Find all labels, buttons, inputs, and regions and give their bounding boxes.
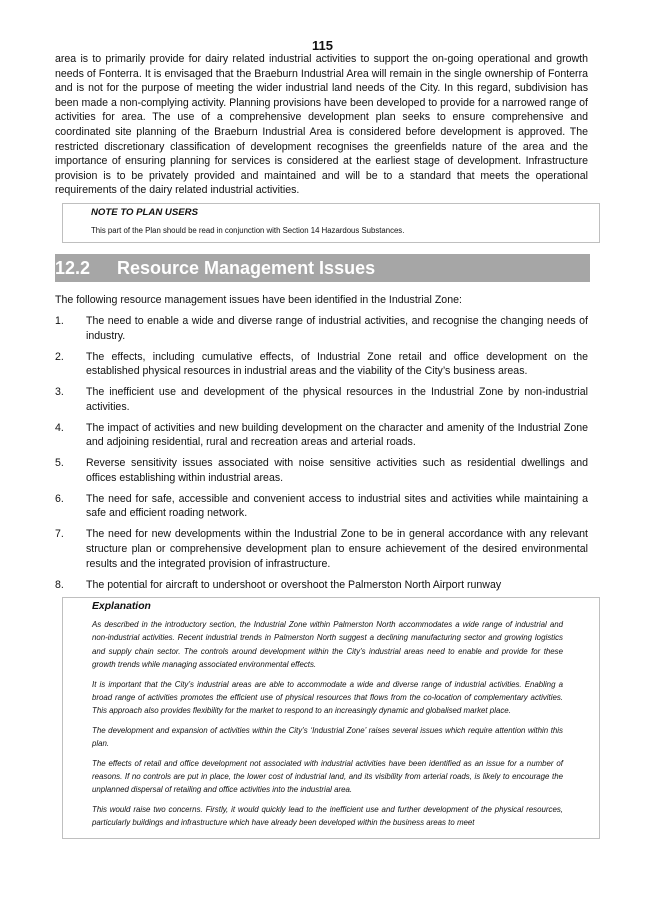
list-item: [55, 385, 588, 414]
section-heading: [55, 254, 590, 282]
list-item-number: 5.: [55, 457, 64, 470]
explanation-paragraph: The effects of retail and office development not associated with industrial activities have been identified as an issue for a number of reasons. If no controls are put in place, the lower cost of industrial land, and its visibility from arterial roads, is likely to encourage the unplanned dispersal of retailing and office activities into the industrial area.: [92, 758, 563, 795]
explanation-paragraph: The development and expansion of activities within the City’s ‘Industrial Zone’ raises several issues which require attention within this plan.: [92, 725, 563, 749]
list-item: [55, 314, 588, 343]
note-text: This part of the Plan should be read in conjunction with Section 14 Hazardous Substances.: [91, 226, 405, 235]
issues-list: [55, 314, 588, 599]
list-item-text: The effects, including cumulative effects, of Industrial Zone retail and office development on the established physical resources in industrial areas and the viability of the City’s business areas.: [86, 350, 588, 378]
list-item: [55, 456, 588, 485]
list-item-number: 8.: [55, 578, 64, 591]
list-item-number: 6.: [55, 492, 64, 505]
explanation-paragraph: It is important that the City’s industrial areas are able to accommodate a wide and diverse range of industrial activities. Enabling a broad range of activities promotes the efficient use of physical resources that flows from the co-location of complementary activities. This approach also provides flexibility for the market to respond to an increasingly dynamic and globalised market place.: [92, 679, 563, 716]
section-number: 12.2: [55, 258, 91, 278]
list-item: [55, 492, 588, 521]
list-item: [55, 527, 588, 571]
list-item-number: 1.: [55, 315, 64, 327]
list-item-number: 2.: [55, 350, 64, 363]
list-item-text: The impact of activities and new building development on the character and amenity of the Industrial Zone and adjoining residential, rural and recreation areas and arterial roads.: [86, 421, 588, 449]
list-item: [55, 578, 588, 593]
list-item-text: Reverse sensitivity issues associated with noise sensitive activities such as residential dwellings and offices establishing within industrial areas.: [86, 457, 588, 484]
intro-paragraph: area is to primarily provide for dairy related industrial activities to support the on-going operational and growth needs of Fonterra. It is envisaged that the Braeburn Industrial Area will remain in the single ownership of Fonterra and is not for the purpose of meeting the wider industrial land needs of the City. In this regard, subdivision has been made a non-complying activity. Planning provisions have been developed to provide for a narrowed range of activities for area. The use of a comprehensive development plan seeks to ensure comprehensive and coordinated site planning of the Braeburn Industrial Area is considered before development is approved. The restricted discretionary classification of development recognises the greenfields nature of the area and the importance of ensuring planning for services is considered at the earliest stage of development. Infrastructure provision is to be privately provided and maintained and will be to a standard that meets the operational requirements of the dairy related industrial activities.: [55, 53, 588, 197]
list-item-number: 4.: [55, 421, 64, 434]
list-item-text: The inefficient use and development of the physical resources in the Industrial Zone by non-industrial activities.: [86, 386, 588, 413]
note-box: [62, 203, 600, 243]
list-item-text: The need for new developments within the Industrial Zone to be in general accordance with any relevant structure plan or comprehensive development plan to ensure achievement of the desired environmental results and the integrated provision of infrastructure.: [86, 528, 588, 570]
explanation-paragraph: As described in the introductory section, the Industrial Zone within Palmerston North accommodates a wide range of industrial and non-industrial activities. Recent industrial trends in Palmerston North suggest a declining manufacturing sector and growing logistics and supply chain sector. The controls around development within the City’s industrial areas need to enable and provide for these growth trends while managing associated environmental effects.: [92, 620, 563, 670]
list-item-number: 3.: [55, 386, 64, 399]
issues-lead: The following resource management issues have been identified in the Industrial Zone:: [55, 294, 462, 306]
list-item: [55, 350, 588, 379]
explanation-box: [62, 597, 600, 839]
explanation-paragraph: This would raise two concerns. Firstly, it would quickly lead to the inefficient use and further development of the physical resources, particularly buildings and infrastructure which have already been developed within the business areas to meet: [92, 804, 563, 828]
page-number: 115: [312, 38, 333, 53]
list-item: [55, 421, 588, 450]
list-item-text: The need for safe, accessible and convenient access to industrial sites and activities while maintaining a safe and efficient roading network.: [86, 492, 588, 520]
note-title: NOTE TO PLAN USERS: [91, 207, 198, 218]
list-item-text: The need to enable a wide and diverse range of industrial activities, and recognise the changing needs of industry.: [86, 315, 588, 342]
section-title: Resource Management Issues: [117, 258, 376, 278]
explanation-title: Explanation: [92, 601, 151, 612]
list-item-number: 7.: [55, 528, 64, 541]
list-item-text: The potential for aircraft to undershoot or overshoot the Palmerston North Airport runway: [86, 578, 502, 591]
